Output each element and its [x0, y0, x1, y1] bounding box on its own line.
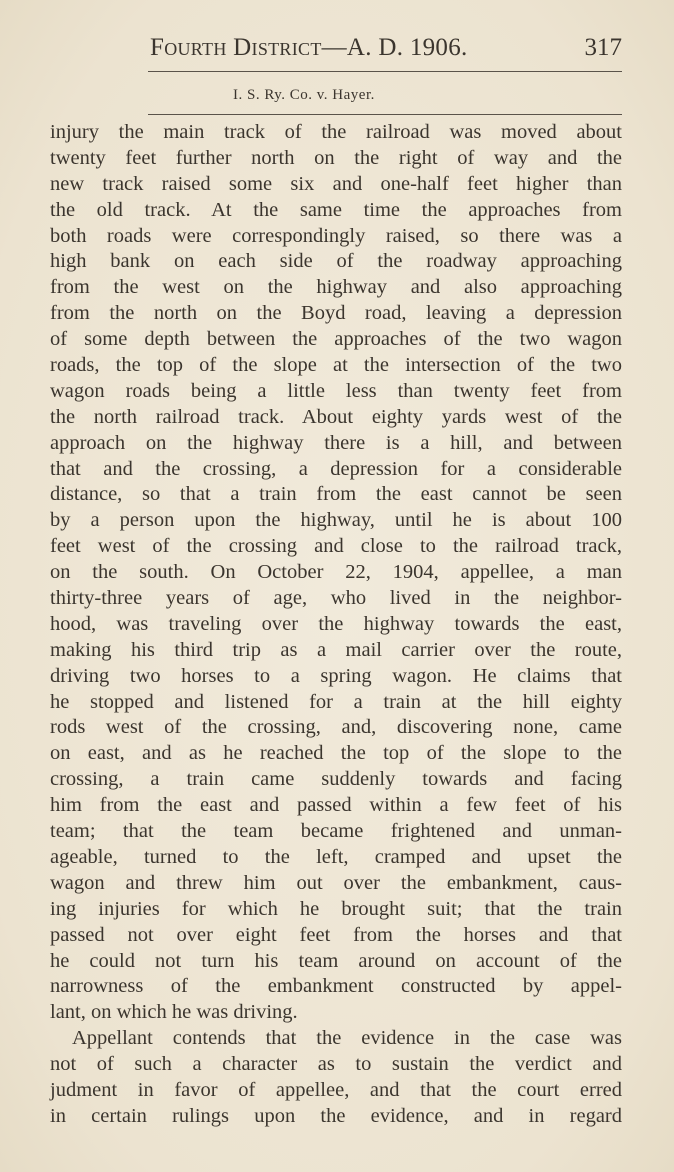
text-line: feet west of the crossing and close to the railroad track, — [50, 535, 622, 558]
text-line: injury the main track of the railroad was moved about — [50, 121, 622, 143]
text-line: from the west on the highway and also approaching — [50, 276, 622, 299]
text-line: new track raised some six and one-half feet higher than — [50, 172, 622, 195]
text-line: on the south. On October 22, 1904, appellee, a man — [50, 561, 622, 584]
text-line: high bank on each side of the roadway approaching — [50, 250, 622, 273]
text-line: that and the crossing, a depression for a considerable — [50, 457, 622, 480]
text-line: from the north on the Boyd road, leaving a depression — [50, 302, 622, 325]
text-line: he could not turn his team around on account of the — [50, 949, 622, 972]
text-line: narrowness of the embankment constructed by appel- — [50, 975, 622, 998]
text-line: on east, and as he reached the top of the slope to the — [50, 742, 622, 765]
text-line: judment in favor of appellee, and that the court erred — [50, 1078, 622, 1101]
text-line: by a person upon the highway, until he is about 100 — [50, 509, 622, 532]
text-line: driving two horses to a spring wagon. He claims that — [50, 664, 622, 687]
text-line: team; that the team became frightened and unman- — [50, 820, 622, 843]
text-line: hood, was traveling over the highway towards the east, — [50, 612, 622, 635]
text-line: both roads were correspondingly raised, so there was a — [50, 224, 622, 247]
header-rule-top — [148, 71, 622, 72]
text-line: crossing, a train came suddenly towards and facing — [50, 768, 622, 791]
text-line: wagon roads being a little less than twenty feet from — [50, 379, 622, 402]
running-title: Fourth District—A. D. 1906. — [150, 34, 468, 61]
text-line: making his third trip as a mail carrier over the route, — [50, 638, 622, 661]
text-line: wagon and threw him out over the embankment, caus- — [50, 871, 622, 894]
text-line: rods west of the crossing, and, discovering none, came — [50, 716, 622, 739]
page-number: 317 — [584, 34, 622, 61]
text-line: passed not over eight feet from the horses and that — [50, 923, 622, 946]
text-line: not of such a character as to sustain the verdict and — [50, 1053, 622, 1076]
case-title: I. S. Ry. Co. v. Hayer. — [233, 87, 375, 103]
text-line: twenty feet further north on the right of way and the — [50, 146, 622, 169]
text-line: ing injuries for which he brought suit; that the train — [50, 897, 622, 920]
running-header — [150, 34, 622, 64]
text-line: him from the east and passed within a few feet of his — [50, 794, 622, 817]
body-text — [50, 120, 622, 1130]
text-line: Appellant contends that the evidence in the case was — [72, 1027, 622, 1050]
text-line: he stopped and listened for a train at the hill eighty — [50, 690, 622, 713]
text-line: ageable, turned to the left, cramped and upset the — [50, 845, 622, 868]
text-line: thirty-three years of age, who lived in the neighbor- — [50, 587, 622, 610]
text-line: distance, so that a train from the east cannot be seen — [50, 483, 622, 506]
text-line: of some depth between the approaches of the two wagon — [50, 328, 622, 351]
text-line: roads, the top of the slope at the intersection of the two — [50, 354, 622, 377]
text-line: in certain rulings upon the evidence, and in regard — [50, 1104, 622, 1127]
text-line: approach on the highway there is a hill, and between — [50, 431, 622, 454]
text-line: lant, on which he was driving. — [50, 1001, 298, 1024]
header-rule-bottom — [148, 114, 622, 115]
text-line: the old track. At the same time the approaches from — [50, 198, 622, 221]
text-line: the north railroad track. About eighty yards west of the — [50, 405, 622, 428]
